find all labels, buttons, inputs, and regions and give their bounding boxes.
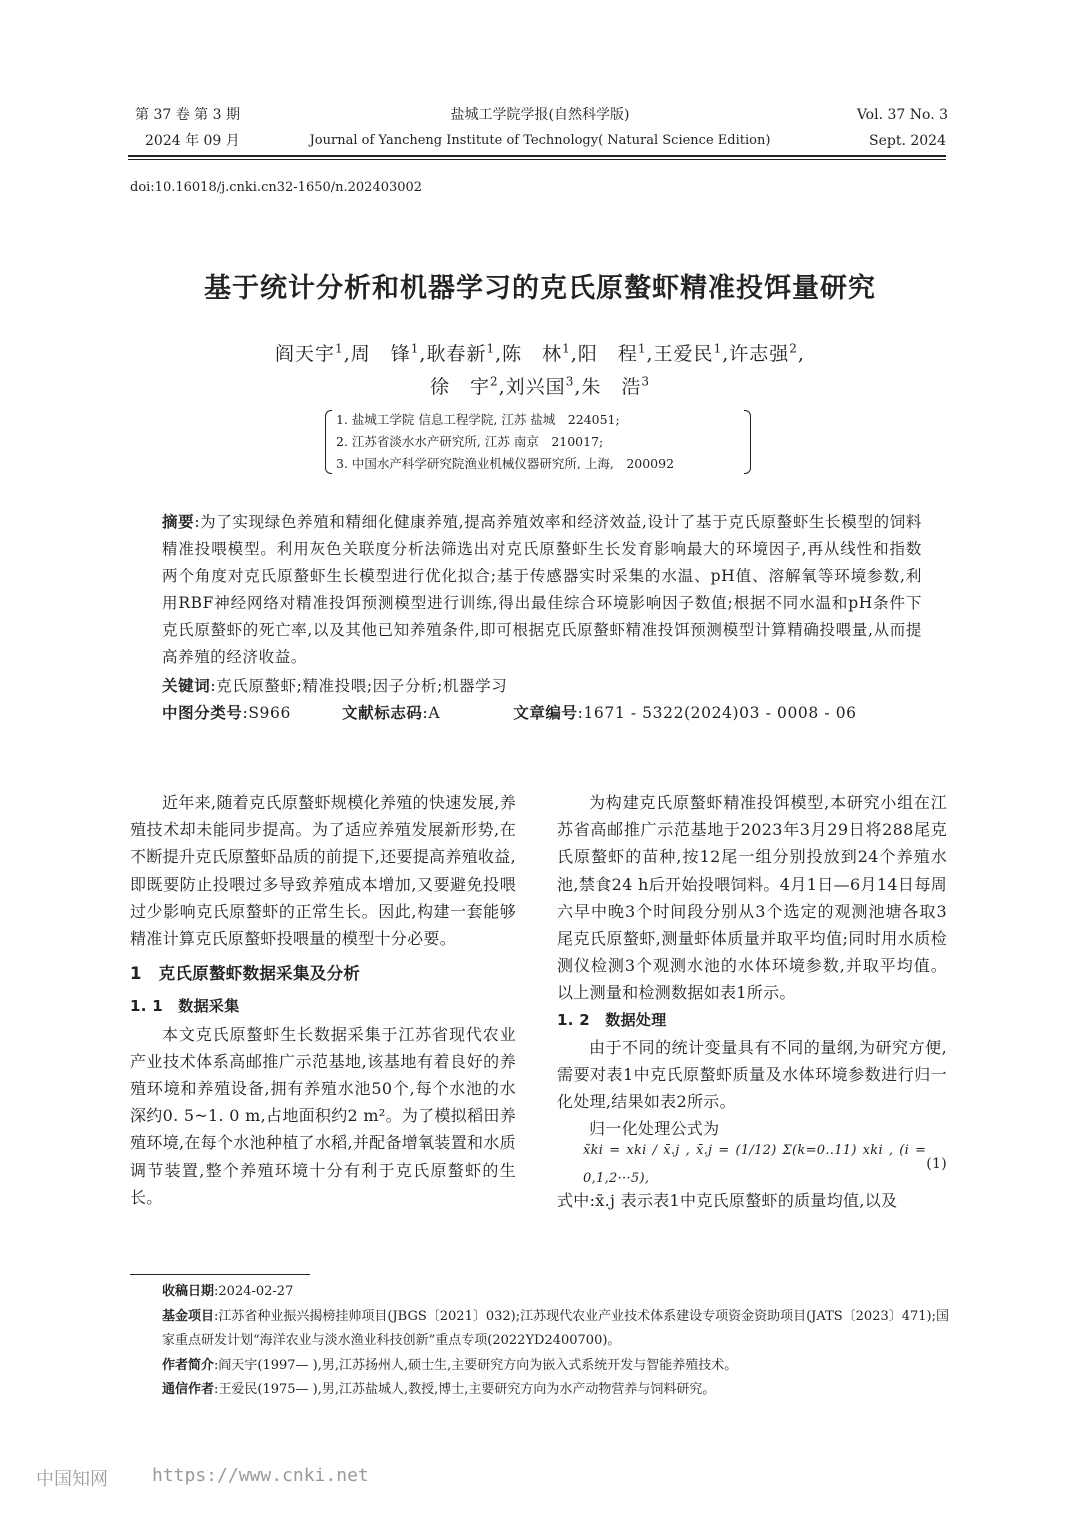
author-bio: 作者简介:阎天宇(1997— ),男,江苏扬州人,硕士生,主要研究方向为嵌入式系统开发与智能养殖技术。	[162, 1357, 738, 1373]
authors-line-2	[0, 372, 1080, 402]
equation-1	[583, 1143, 947, 1187]
section-1-heading: 1 克氏原螯虾数据采集及分析	[130, 964, 361, 984]
author: 陈 林$^1$,	[502, 341, 578, 365]
author: 阳 程$^1$,	[577, 341, 654, 365]
keywords-text: :克氏原螯虾;精准投喂;因子分析;机器学习	[210, 677, 508, 695]
affiliation-brace-left	[325, 410, 332, 474]
header-journal-cn: 盐城工学院学报(自然科学版)	[450, 107, 630, 123]
author: 耿春新$^1$,	[426, 341, 503, 365]
footnote-rule	[130, 1274, 310, 1275]
doc-code-value: :A	[422, 704, 441, 722]
author: 周 锋$^1$,	[350, 341, 427, 365]
header-rule-thin	[128, 159, 946, 160]
clc-label: 中图分类号	[162, 704, 243, 722]
abstract-text: :为了实现绿色养殖和精细化健康养殖,提高养殖效率和经济效益,设计了基于克氏原螯虾生长模型的饲料精准投喂模型。利用灰色关联度分析法筛选出对克氏原螯虾生长发育影响最大的环境因子,再从线性和指数两个角度对克氏原螯虾生长模型进行优化拟合;基于传感器实时采集的水温、pH值、溶解氧等环境参数,利用RBF神经网络对精准投饵预测模型进行训练,得出最佳综合环境影响因子数值;根据不同水温和pH条件下克氏原螯虾的死亡率,以及其他已知养殖条件,即可根据克氏原螯虾精准投饵预测模型计算精确投喂量,从而提高养殖的经济收益。	[162, 513, 923, 666]
right-column	[557, 789, 947, 1214]
doi: doi:10.16018/j.cnki.cn32-1650/n.202403002	[130, 180, 423, 195]
equation-1-number: (1)	[926, 1156, 947, 1173]
keywords	[162, 673, 922, 700]
abstract-label: 摘要	[162, 513, 195, 531]
header-journal-en: Journal of Yancheng Institute of Technology( Natural Science Edition)	[309, 133, 771, 148]
subsection-1-2-heading: 1. 2 数据处理	[557, 1010, 667, 1029]
clc-value: :S966	[242, 704, 291, 722]
author: 朱 浩$^3$	[581, 374, 651, 398]
author: 徐 宇$^2$,	[429, 374, 506, 398]
paragraph-right-2: 由于不同的统计变量具有不同的量纲,为研究方便,需要对表1中克氏原螯虾质量及水体环境参数进行归一化处理,结果如表2所示。	[557, 1037, 947, 1112]
doc-code-label: 文献标志码	[342, 704, 423, 722]
affiliation-brace-right	[744, 410, 751, 474]
classification-line	[162, 700, 922, 727]
intro-paragraph: 近年来,随着克氏原螯虾规模化养殖的快速发展,养殖技术却未能同步提高。为了适应养殖发展新形势,在不断提升克氏原螯虾品质的前提下,还要提高养殖收益,即既要防止投喂过多导致养殖成本增加,又要避免投喂过少影响克氏原螯虾的正常生长。因此,构建一套能够精准计算克氏原螯虾投喂量的模型十分必要。	[130, 793, 516, 949]
keywords-label: 关键词	[162, 677, 211, 695]
received-date: 收稿日期:2024-02-27	[162, 1284, 294, 1299]
abstract	[162, 509, 922, 671]
cnki-watermark-cn: 中国知网	[36, 1469, 108, 1490]
abstract-block	[162, 509, 922, 727]
affiliation-3: 3. 中国水产科学研究院渔业机械仪器研究所, 上海, 200092	[336, 456, 675, 471]
header-date-cn: 2024 年 09 月	[145, 133, 240, 149]
author: 王爱民$^1$,	[653, 341, 730, 365]
equation-1-body: x̃ki = xki / x̄.j , x̄.j = (1/12) Σ(k=0..11) xki , (i = 0,1,2···5),	[583, 1143, 927, 1186]
header-date-en: Sept. 2024	[869, 133, 946, 149]
fund-info: 基金项目:江苏省种业振兴揭榜挂帅项目(JBGS〔2021〕032);江苏现代农业产业技术体系建设专项资金资助项目(JATS〔2023〕471);国家重点研发计划“海洋农业与淡水渔业科技创新”重点专项(2022YD2400700)。	[162, 1308, 949, 1348]
paragraph-right-1: 为构建克氏原螯虾精准投饵模型,本研究小组在江苏省高邮推广示范基地于2023年3月29日将288尾克氏原螯虾的苗种,按12尾一组分别投放到24个养殖水池,禁食24 h后开始投喂饲料。4月1日—6月14日每周六早中晚3个时间段分别从3个选定的观测池塘各取3尾克氏原螯虾,测量虾体质量并取平均值;同时用水质检测仪检测3个观测水池的水体环境参数,并取平均值。以上测量和检测数据如表1所示。	[557, 793, 947, 1003]
header-vol-issue-en: Vol. 37 No. 3	[856, 107, 948, 123]
author: 刘兴国$^3$,	[505, 374, 582, 398]
authors-line-1	[0, 339, 1080, 369]
affiliation-1: 1. 盐城工学院 信息工程学院, 江苏 盐城 224051;	[336, 412, 620, 427]
paragraph-right-4: 式中:x̄.j 表示表1中克氏原螯虾的质量均值,以及	[557, 1190, 898, 1210]
author: 许志强$^2$,	[729, 341, 805, 365]
header-vol-issue-cn: 第 37 卷 第 3 期	[135, 107, 240, 123]
cnki-watermark-url: https://www.cnki.net	[152, 1465, 369, 1486]
author: 阎天宇$^1$,	[275, 341, 351, 365]
article-no-label: 文章编号	[513, 704, 578, 722]
paragraph-right-3: 归一化处理公式为	[589, 1119, 720, 1139]
header-rule-thick	[128, 155, 946, 157]
subsection-1-1-heading: 1. 1 数据采集	[130, 997, 240, 1016]
paper-title: 基于统计分析和机器学习的克氏原螯虾精准投饵量研究	[204, 273, 876, 304]
footnotes	[162, 1280, 952, 1403]
paragraph-1-1: 本文克氏原螯虾生长数据采集于江苏省现代农业产业技术体系高邮推广示范基地,该基地有着良好的养殖环境和养殖设备,拥有养殖水池50个,每个水池的水深约0. 5~1. 0 m,占地面积约2 m²。为了模拟稻田养殖环境,在每个水池种植了水稻,并配备增氧装置和水质调节装置,整个养殖环境十分有利于克氏原螯虾的生长。	[130, 1024, 516, 1207]
corresponding-author: 通信作者:王爱民(1975— ),男,江苏盐城人,教授,博士,主要研究方向为水产动物营养与饲料研究。	[162, 1382, 716, 1397]
affiliation-2: 2. 江苏省淡水水产研究所, 江苏 南京 210017;	[336, 434, 604, 449]
left-column	[130, 789, 516, 1211]
article-no-value: :1671 - 5322(2024)03 - 0008 - 06	[577, 704, 857, 722]
